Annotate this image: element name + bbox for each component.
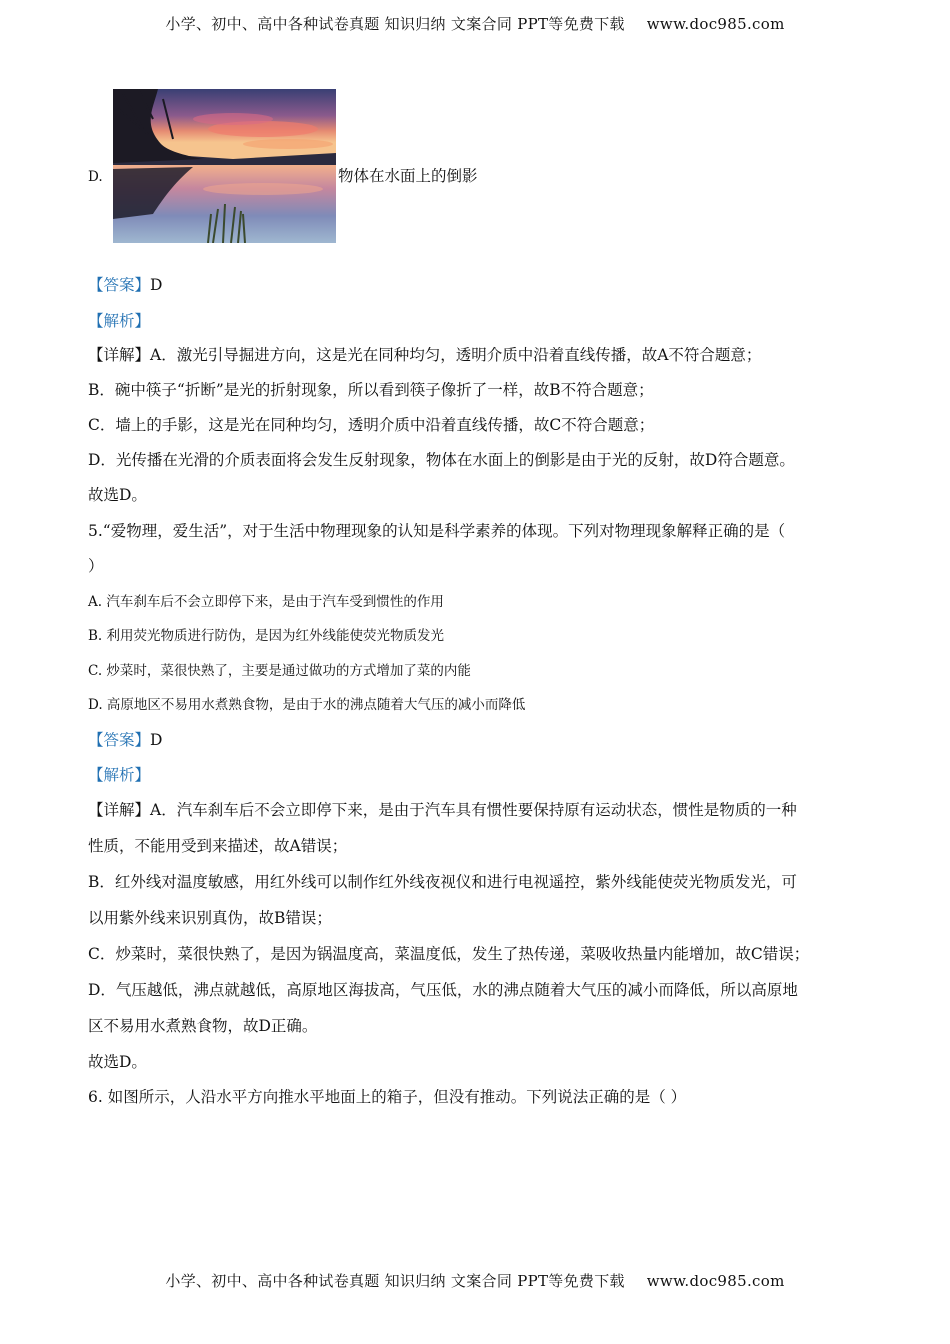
q4-answer (88, 275, 162, 295)
detail-tag: 【详解】 (88, 346, 151, 364)
answer-value: D (150, 276, 163, 294)
q5-analysis-tag: 【解析】 (88, 766, 151, 784)
q5-stem: 5.“爱物理，爱生活”，对于生活中物理现象的认知是科学素养的体现。下列对物理现象解释正确的是（ (88, 522, 786, 540)
q5-detail-line: D．气压越低，沸点就越低，高原地区海拔高，气压低，水的沸点随着大气压的减小而降低，所以高原地 (88, 981, 798, 999)
q5-conclusion: 故选D。 (88, 1053, 147, 1071)
q4-option-d-label: D. (88, 169, 103, 185)
q4-detail-line: D．光传播在光滑的介质表面将会发生反射现象，物体在水面上的倒影是由于光的反射，故D符合题意。 (88, 451, 795, 469)
page-header (0, 13, 950, 34)
q4-analysis-tag: 【解析】 (88, 312, 151, 330)
q5-answer (88, 730, 162, 750)
answer-value: D (150, 731, 163, 749)
q5-detail-line: C．炒菜时，菜很快熟了，是因为锅温度高，菜温度低，发生了热传递，菜吸收热量内能增加，故C错误； (88, 945, 810, 963)
q4-conclusion: 故选D。 (88, 486, 147, 504)
header-text: 小学、初中、高中各种试卷真题 知识归纳 文案合同 PPT等免费下载 (165, 15, 625, 33)
q5-option-c: C. 炒菜时，菜很快熟了，主要是通过做功的方式增加了菜的内能 (88, 663, 471, 679)
page-footer (0, 1270, 950, 1291)
detail-tag: 【详解】 (88, 801, 151, 819)
q5-detail-line: 区不易用水煮熟食物，故D正确。 (88, 1017, 318, 1035)
q5-detail-line: 性质，不能用受到来描述，故A错误； (88, 837, 348, 855)
q6-stem: 6. 如图所示，人沿水平方向推水平地面上的箱子，但没有推动。下列说法正确的是（ ） (88, 1088, 687, 1106)
q5-detail-line: 以用紫外线来识别真伪，故B错误； (88, 909, 332, 927)
footer-site: www.doc985.com (646, 1272, 785, 1290)
q5-option-d: D. 高原地区不易用水煮熟食物，是由于水的沸点随着大气压的减小而降低 (88, 697, 526, 713)
detail-text: A．激光引导掘进方向，这是光在同种均匀，透明介质中沿着直线传播，故A不符合题意； (150, 346, 762, 364)
detail-text: A．汽车刹车后不会立即停下来，是由于汽车具有惯性要保持原有运动状态，惯性是物质的一种 (150, 801, 797, 819)
q5-detail-line (88, 800, 797, 820)
q5-detail-line: B．红外线对温度敏感，用红外线可以制作红外线夜视仪和进行电视遥控，紫外线能使荧光物质发光，可 (88, 873, 797, 891)
q4-detail-line (88, 345, 761, 365)
answer-tag: 【答案】 (88, 731, 151, 749)
reflection-photo (113, 89, 336, 243)
answer-tag: 【答案】 (88, 276, 151, 294)
q5-option-a: A. 汽车刹车后不会立即停下来，是由于汽车受到惯性的作用 (88, 594, 444, 610)
header-site: www.doc985.com (646, 15, 785, 33)
q4-option-d-text: 物体在水面上的倒影 (338, 167, 478, 185)
q5-stem-end: ） (88, 557, 104, 575)
q4-detail-line: C．墙上的手影，这是光在同种均匀，透明介质中沿着直线传播，故C不符合题意； (88, 416, 655, 434)
q5-option-b: B. 利用荧光物质进行防伪，是因为红外线能使荧光物质发光 (88, 628, 445, 644)
q4-detail-line: B．碗中筷子“折断”是光的折射现象，所以看到筷子像折了一样，故B不符合题意； (88, 381, 654, 399)
footer-text: 小学、初中、高中各种试卷真题 知识归纳 文案合同 PPT等免费下载 (165, 1272, 625, 1290)
